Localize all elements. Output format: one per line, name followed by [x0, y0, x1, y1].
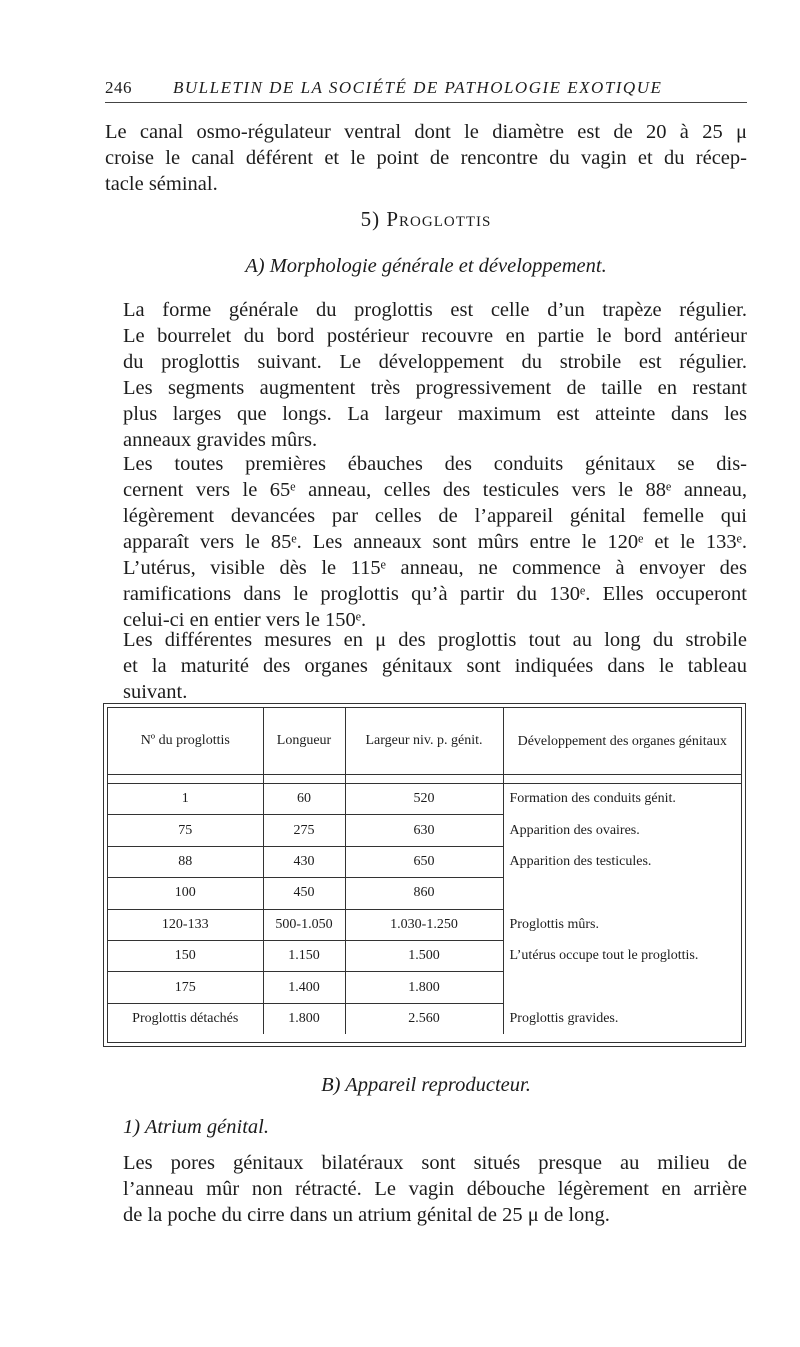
text-line: suivant.: [123, 681, 188, 703]
table-grid: [108, 708, 741, 1034]
text-line: anneaux gravides mûrs.: [123, 429, 318, 451]
text-line: ramifications dans le proglottis qu’à partir du 130ᵉ. Elles occuperont: [123, 583, 747, 605]
text-line: légèrement devancées par celles de l’appareil génital femelle qui: [123, 505, 747, 527]
cell-width: 2.560: [345, 1003, 503, 1034]
cell-length: 1.150: [263, 940, 345, 971]
cell-length: 1.400: [263, 972, 345, 1003]
text-line: croise le canal déférent et le point de rencontre du vagin et du récep-: [105, 147, 747, 169]
subsection-heading: A) Morphologie générale et développement.: [245, 255, 607, 277]
text-line: tacle séminal.: [105, 173, 218, 195]
table-row: [108, 878, 741, 909]
cell-length: 500-1.050: [263, 909, 345, 940]
cell-width: 650: [345, 846, 503, 877]
paragraph-measurements: [105, 627, 747, 705]
intro-paragraph: [105, 119, 747, 197]
column-header-number: Nº du proglottis: [108, 708, 263, 775]
text-line: Le canal osmo-régulateur ventral dont le diamètre est de 20 à 25 μ: [105, 121, 747, 143]
text-line: cernent vers le 65ᵉ anneau, celles des testicules vers le 88ᵉ anneau,: [123, 479, 747, 501]
cell-number: 175: [108, 972, 263, 1003]
cell-width: 520: [345, 784, 503, 815]
cell-number: 88: [108, 846, 263, 877]
column-header-development: Développement des organes génitaux: [503, 708, 741, 775]
text-line: L’utérus, visible dès le 115ᵉ anneau, ne commence à envoyer des: [123, 557, 747, 579]
text-line: du proglottis suivant. Le développement du strobile est régulier.: [123, 351, 747, 373]
text-line: et la maturité des organes génitaux sont indiquées dans le tableau: [123, 655, 747, 677]
cell-development: Apparition des testicules.: [503, 846, 741, 877]
table-row: [108, 815, 741, 846]
text-line: apparaît vers le 85ᵉ. Les anneaux sont mûrs entre le 120ᵉ et le 133ᵉ.: [123, 531, 747, 553]
text-line: l’anneau mûr non rétracté. Le vagin débouche légèrement en arrière: [123, 1178, 747, 1200]
table-spacer-row: [108, 775, 741, 784]
cell-number: Proglottis détachés: [132, 1010, 239, 1026]
table-row: [108, 784, 741, 815]
item-heading: 1) Atrium génital.: [123, 1116, 269, 1138]
text-line: de la poche du cirre dans un atrium génital de 25 μ de long.: [123, 1204, 610, 1226]
text-line: Les pores génitaux bilatéraux sont situés presque au milieu de: [123, 1152, 747, 1174]
text-line: Le bourrelet du bord postérieur recouvre en partie le bord antérieur: [123, 325, 747, 347]
text-line: La forme générale du proglottis est celle d’un trapèze régulier.: [123, 299, 747, 321]
running-title: BULLETIN DE LA SOCIÉTÉ DE PATHOLOGIE EXOTIQUE: [173, 78, 663, 97]
table-row: [108, 846, 741, 877]
text-line: Les segments augmentent très progressivement de taille en restant: [123, 377, 747, 399]
cell-length: 1.800: [263, 1003, 345, 1034]
cell-width: 1.500: [345, 940, 503, 971]
cell-length: 275: [263, 815, 345, 846]
running-header: [105, 72, 747, 103]
cell-development: Proglottis gravides.: [503, 1003, 741, 1034]
cell-number: 120-133: [108, 909, 263, 940]
cell-length: 430: [263, 846, 345, 877]
cell-width: 1.030-1.250: [345, 909, 503, 940]
cell-development: [503, 878, 741, 909]
cell-number: 150: [108, 940, 263, 971]
paragraph-atrium: [105, 1150, 747, 1228]
column-header-length: Longueur: [263, 708, 345, 775]
cell-development: Proglottis mûrs.: [503, 909, 741, 940]
table-row: [108, 940, 741, 971]
cell-width: 860: [345, 878, 503, 909]
cell-development: Formation des conduits génit.: [503, 784, 741, 815]
column-header-width: Largeur niv. p. génit.: [345, 708, 503, 775]
cell-development: Apparition des ovaires.: [503, 815, 741, 846]
section-heading: 5) Proglottis: [360, 207, 492, 231]
cell-number: 100: [108, 878, 263, 909]
table-row: [108, 972, 741, 1003]
text-line: plus larges que longs. La largeur maximum est atteinte dans les: [123, 403, 747, 425]
cell-length: 60: [263, 784, 345, 815]
text-line: Les différentes mesures en μ des proglottis tout au long du strobile: [123, 629, 747, 651]
measurements-table: [103, 703, 746, 1047]
text-line: celui-ci en entier vers le 150ᵉ.: [123, 609, 367, 631]
cell-width: 1.800: [345, 972, 503, 1003]
cell-width: 630: [345, 815, 503, 846]
subsection-heading-b: B) Appareil reproducteur.: [321, 1074, 531, 1096]
page-number: 246: [105, 78, 132, 97]
paragraph-morphology: [105, 297, 747, 453]
table-row: [108, 1003, 741, 1034]
cell-number: 75: [108, 815, 263, 846]
table-row: [108, 909, 741, 940]
cell-number: 1: [108, 784, 263, 815]
cell-development: [503, 972, 741, 1003]
text-line: Les toutes premières ébauches des conduits génitaux se dis-: [123, 453, 747, 475]
paragraph-development: [105, 451, 747, 633]
cell-length: 450: [263, 878, 345, 909]
cell-development: L’utérus occupe tout le proglottis.: [503, 940, 741, 971]
